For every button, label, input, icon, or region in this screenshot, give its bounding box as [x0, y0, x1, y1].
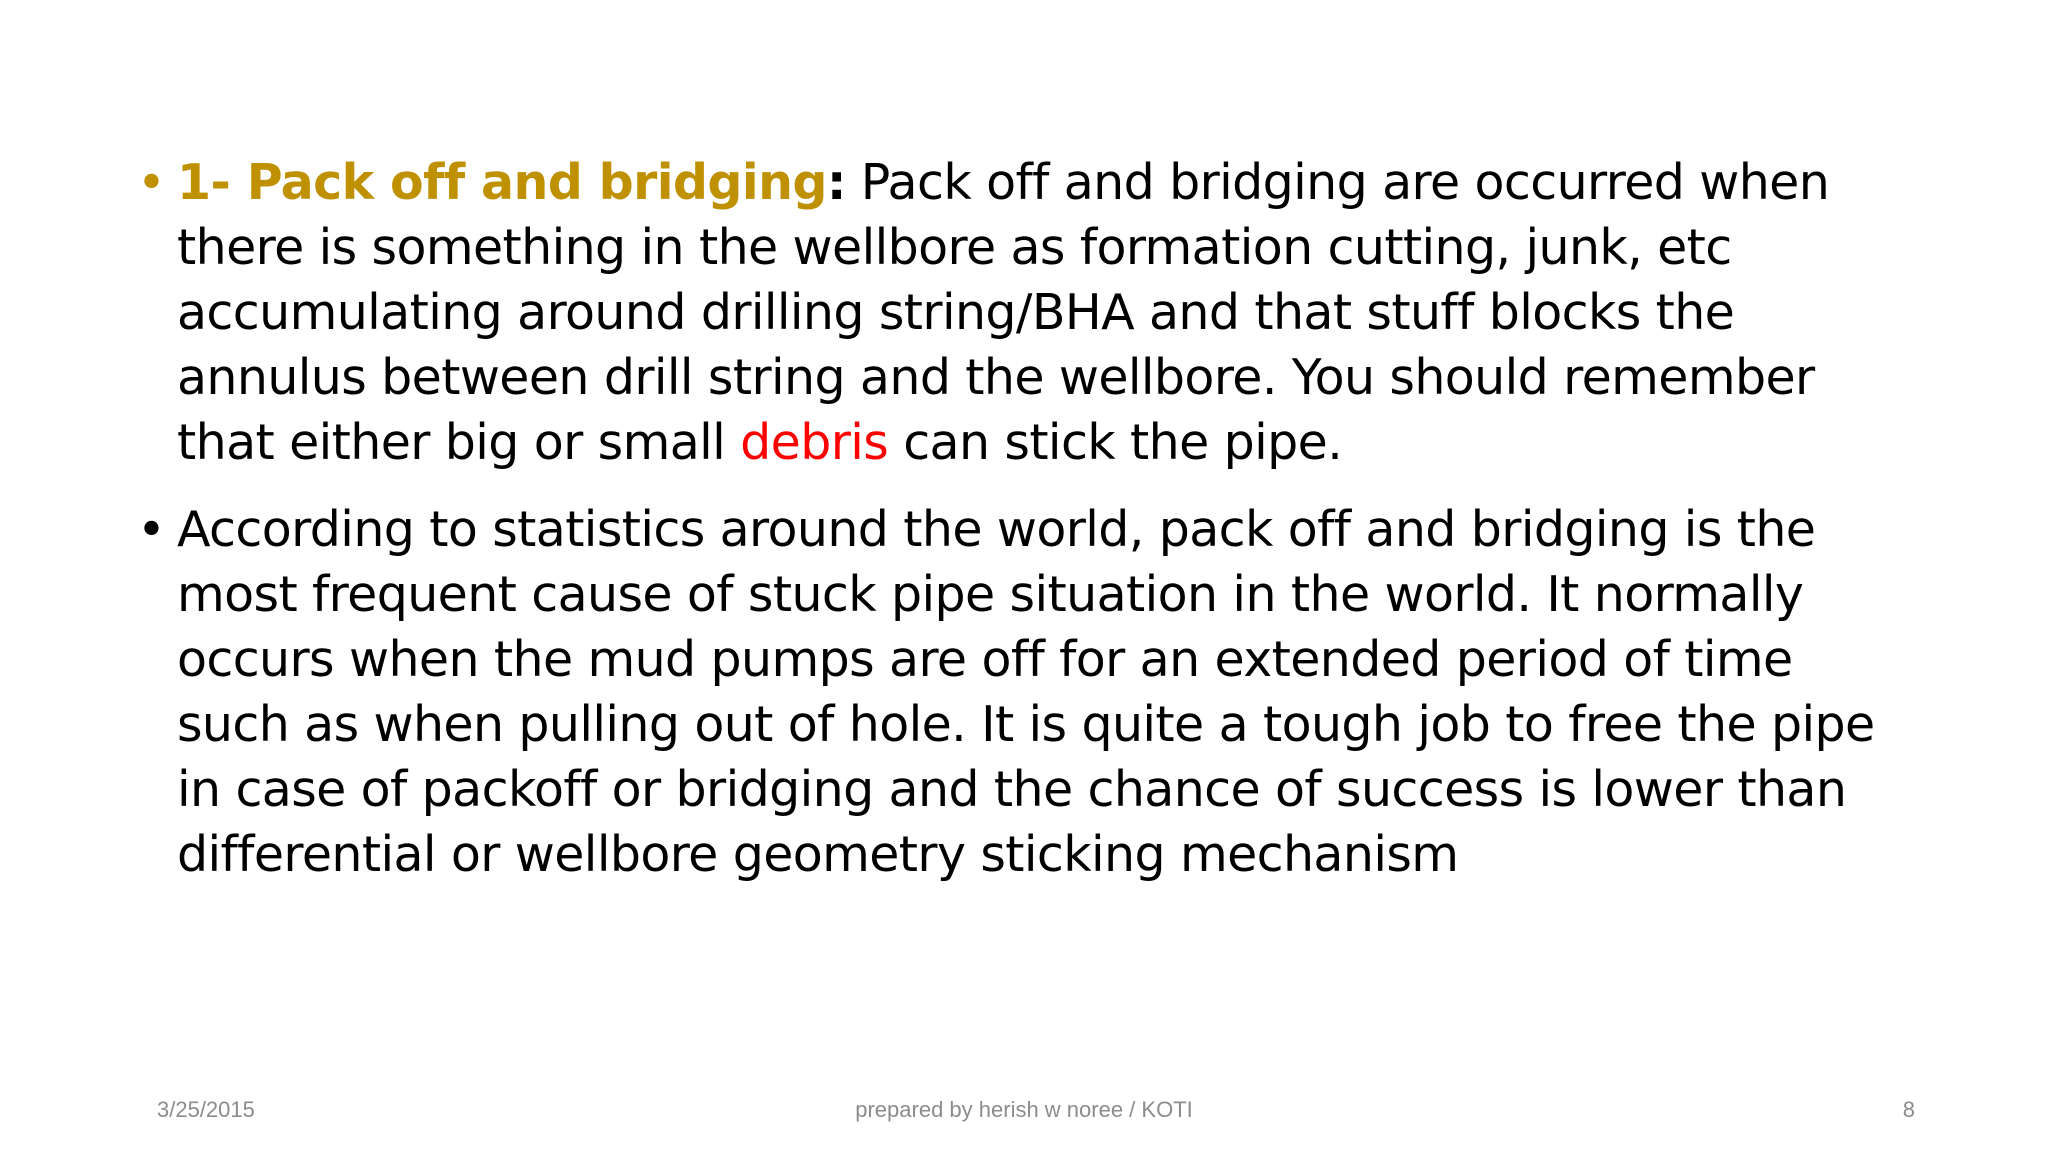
bullet-marker: • [137, 154, 166, 211]
bullet-text-end: can stick the pipe. [888, 414, 1343, 471]
footer-page-number: 8 [1902, 1097, 1915, 1122]
bullet-text: Pack off and bridging are occurred when there is something in the wellbore as formation cutting, junk, etc accumulating around drilling string/BHA and that stuff blocks the annulus between drill string and the wellbore. You should remember that either big or small [177, 154, 1830, 471]
bullet-statistics [137, 497, 1887, 887]
bullet-text: According to statistics around the world, pack off and bridging is the most frequent cause of stuck pipe situation in the world. It normally occurs when the mud pumps are off for an extended period of time such as when pulling out of hole. It is quite a tough job to free the pipe in case of packoff or bridging and the chance of success is lower than differential or wellbore geometry sticking mechanism [177, 501, 1875, 883]
bullet-heading: 1- Pack off and bridging [177, 154, 827, 211]
bullet-marker: • [137, 501, 166, 558]
highlight-word: debris [740, 414, 889, 471]
footer-date: 3/25/2015 [157, 1097, 255, 1122]
footer-author: prepared by herish w noree / KOTI [855, 1097, 1193, 1122]
bullet-colon: : [826, 154, 846, 211]
slide-content [137, 150, 1887, 909]
bullet-pack-off [137, 150, 1887, 475]
